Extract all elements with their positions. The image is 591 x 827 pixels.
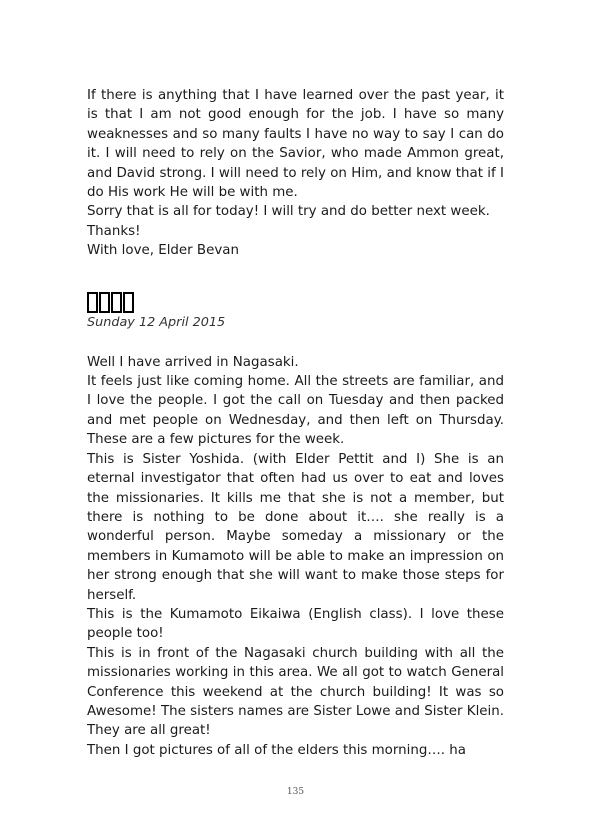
intro-section xyxy=(87,86,504,261)
signature-line: With love, Elder Bevan xyxy=(87,243,239,259)
missing-glyph-icon xyxy=(87,292,98,313)
body-paragraph: This is Sister Yoshida. (with Elder Pettit and I) She is an eternal investigator that often had us over to eat and loves the missionaries. It kills me that she is not a member, but there is nothing to be done about it…. she really is a wonderful person. Maybe someday a missionary or the members in Kumamoto will be able to make an impression on her strong enough that she will want to make those steps for herself. xyxy=(87,451,504,603)
post-date: Sunday 12 April 2015 xyxy=(87,314,226,330)
body-section xyxy=(87,353,504,761)
body-paragraph: Well I have arrived in Nagasaki. xyxy=(87,354,299,370)
body-paragraph: This is the Kumamoto Eikaiwa (English class). I love these people too! xyxy=(87,606,504,642)
missing-glyph-icon xyxy=(123,292,134,313)
missing-glyph-icon xyxy=(99,292,110,313)
section-heading xyxy=(87,285,504,313)
body-paragraph: Then I got pictures of all of the elders this morning…. ha xyxy=(87,742,466,758)
body-paragraph: It feels just like coming home. All the streets are familiar, and I love the people. I got the call on Tuesday and then packed and met people on Wednesday, and then left on Thursday. These are a few pictures for the week. xyxy=(87,374,504,448)
intro-paragraph: Thanks! xyxy=(87,223,141,239)
intro-paragraph: If there is anything that I have learned over the past year, it is that I am not good enough for the job. I have so many weaknesses and so many faults I have no way to say I can do it. I will need to rely on the Savior, who made Ammon great, and David strong. I will need to rely on Him, and know that if I do His work He will be with me. xyxy=(87,88,504,201)
document-page xyxy=(87,86,504,760)
missing-glyph-icon xyxy=(111,292,122,313)
body-paragraph: This is in front of the Nagasaki church building with all the missionaries working in this area. We all got to watch General Conference this weekend at the church building! It was so Awesome! The sisters names are Sister Lowe and Sister Klein. They are all great! xyxy=(87,645,504,739)
page-number: 135 xyxy=(286,787,305,797)
intro-paragraph: Sorry that is all for today! I will try and do better next week. xyxy=(87,204,490,220)
